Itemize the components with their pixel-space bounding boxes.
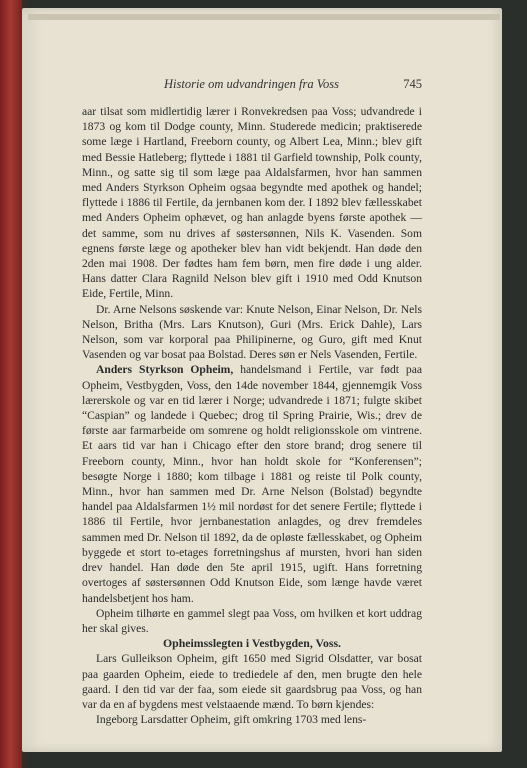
paragraph-ingeborg: Ingeborg Larsdatter Opheim, gift omkring 1703 med lens- [96,713,367,727]
paragraph-closing: Opheim tilhørte en gammel slegt paa Voss, om hvilken et kort uddrag her skal gives. [82,606,422,635]
paragraph-arne-nelson: aar tilsat som midlertidig lærer i Ronvekredsen paa Voss; udvandrede i 1873 og kom til Dodge county, Minn. Studerede medicin; praktiserede some læge i Hartland, Freeborn county, og Albert Lea, Minn.; blev gift med Bessie Hatleberg; flyttede i 1881 til Garfield township, Polk county, Minn., og satte sig til som læge paa Aldalsfarmen, hvor han sammen med Anders Styrkson Opheim ogsaa begyndte med apothek og handel; flyttede i 1886 til Fertile, da jernbanen kom der. I 1892 blev fællesskabet med Anders Opheim ophævet, og han anlagde byens første apothek — det samme, som nu drives af søstersønnen, Nils K. Vasenden. Som egnens første læge og apotheker blev han vidt bekjendt. Han døde den 2den mai 1908. Der fødtes ham fem børn, men fire døde i ung alder. Hans datter Clara Ragnild Nelson blev gift i 1910 med Odd Knutson Eide, Fertile, Minn. [82,105,422,301]
section-heading: Opheimsslegten i Vestbygden, Voss. [163,636,341,651]
running-title: Historie om udvandringen fra Voss [164,77,339,91]
paragraph-siblings: Dr. Arne Nelsons søskende var: Knute Nelson, Einar Nelson, Dr. Nels Nelson, Britha (Mrs. Lars Knutson), Guri (Mrs. Erick Dahle), Lars Nelson, som var korporal paa Philipinerne, og Guro, gift med Knut Vasenden og var bosat paa Bolstad. Deres søn er Nels Vasenden, Fertile. [82,302,422,362]
page-body [82,104,422,727]
running-header [74,77,422,93]
person-name-anders: Anders Styrkson Opheim, [96,363,234,377]
paragraph-lars-opheim: Lars Gulleikson Opheim, gift 1650 med Sigrid Olsdatter, var bosat paa gaarden Opheim, eiede to trediedele af den, men brugte den hele gaard. I den tid var der faa, som eiede sit gaardsbrug paa Voss, og han var da en af bygdens mest velstaaende mænd. To børn kjendes: [82,652,422,711]
paragraph-anders-opheim [82,362,422,605]
anders-biography: handelsmand i Fertile, var født paa Opheim, Vestbygden, Voss, den 14de november 1844, gjennemgik Voss lærerskole og var en tid lærer i Norge; udvandrede i 1871; fulgte skibet “Caspian” og landede i Quebec; drog til Spring Prairie, Wis.; drev de første aar farmarbeide om somrene og holdt religionsskole om vintrene. Et aars tid var han i Chicago efter den store brand; drog senere til Freeborn county, Minn., hvor han holdt skole for “Konferensen”; besøgte Norge i 1880; kom tilbage i 1881 og reiste til Polk county, Minn., hvor han sammen med Dr. Arne Nelson (Bolstad) begyndte handel paa Aldalsfarmen 1½ mil nordøst for det senere Fertile; flyttede i 1886 til Fertile, hvor jernbanestation anlagdes, og drev fremdeles sammen med Dr. Nelson til 1892, da de opløste fællesskabet, og Opheim byggede et stort to-etages forretningshus af mursten, hvori han siden drev handel. Han døde den 5te april 1915, ugift. Hans forretning overtoges af søstersønnen Odd Knutson Eide, som længe havde været handelsbetjent hos ham. [82,363,422,605]
page-top-edge [28,14,500,20]
page-number: 745 [403,77,422,91]
